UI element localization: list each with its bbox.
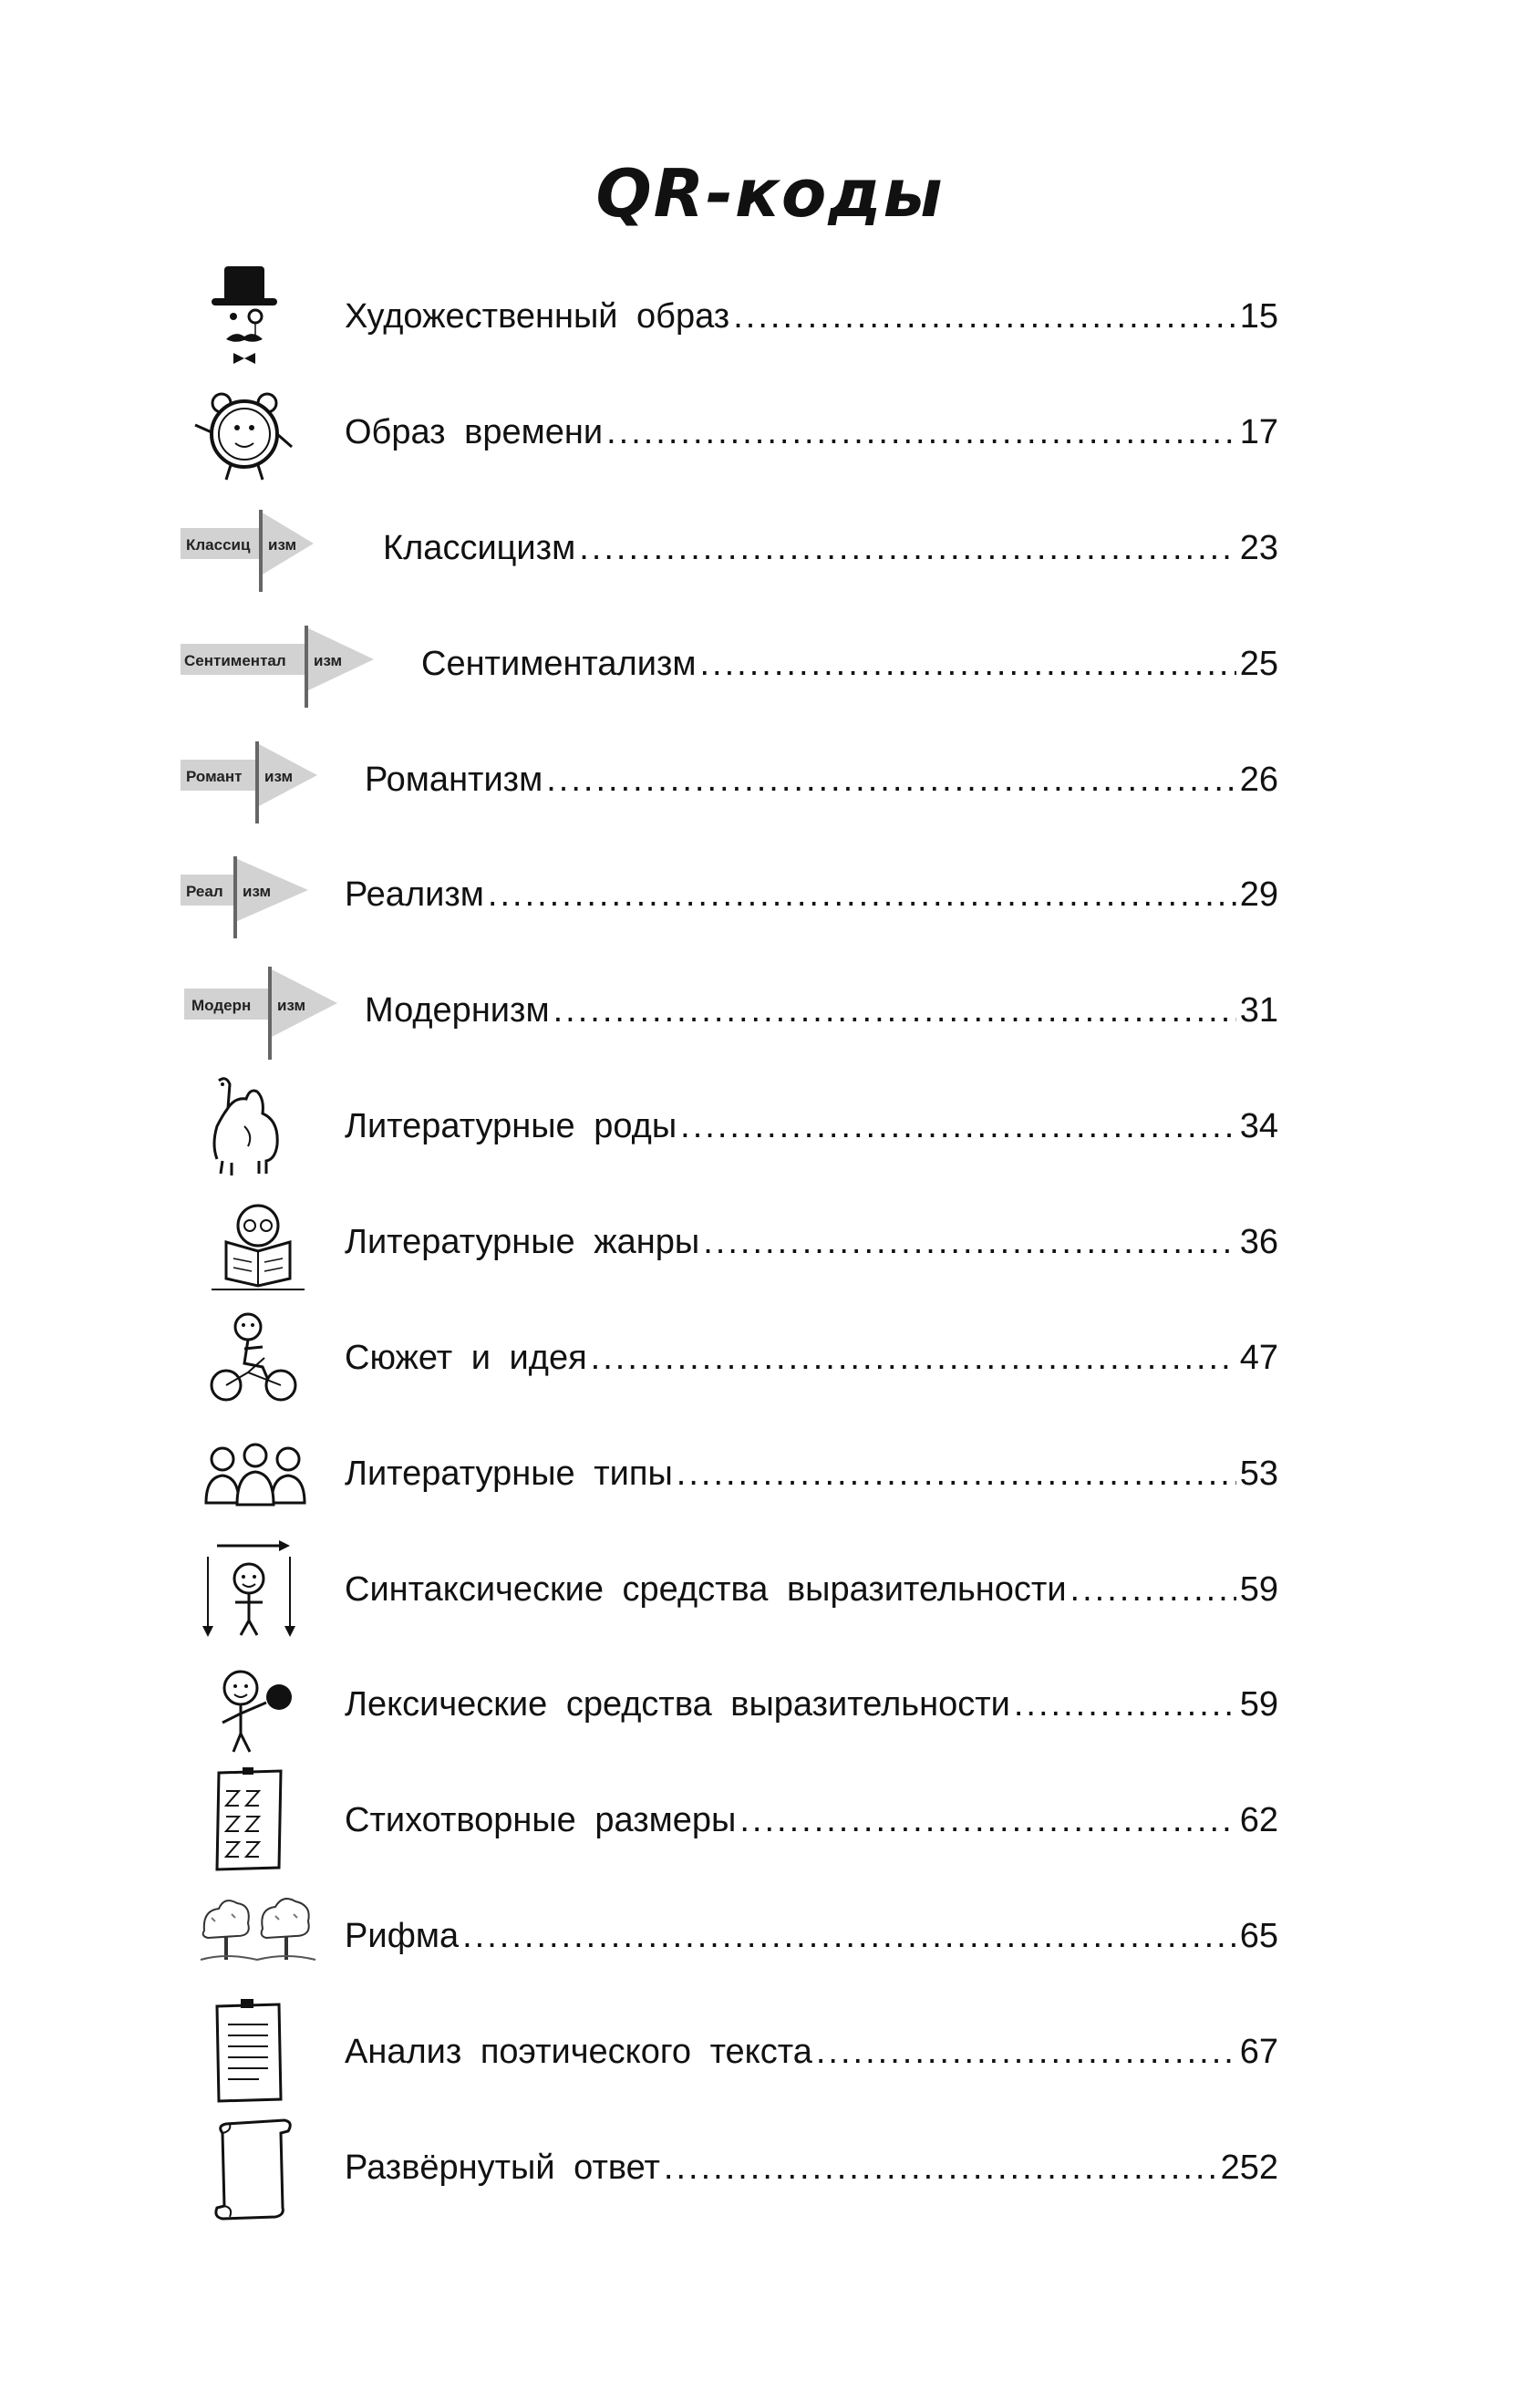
dot-leader (733, 297, 1236, 337)
flag-right-text: изм (268, 536, 297, 554)
dot-leader (664, 2149, 1217, 2188)
entry-label: Модернизм (365, 990, 550, 1030)
entry-label: Образ времени (345, 412, 604, 451)
toc-entry[interactable] (345, 1997, 1278, 2107)
dot-leader (488, 875, 1236, 915)
flag-icon (184, 961, 348, 1061)
toc-entry[interactable] (186, 725, 1278, 834)
group-of-people-icon (201, 1419, 310, 1528)
page-number: 26 (1239, 760, 1278, 799)
toc-entry[interactable] (345, 1535, 1278, 1644)
toc-entry[interactable] (191, 956, 1278, 1065)
dot-leader (1014, 1685, 1236, 1724)
alarm-clock-character-icon (190, 378, 299, 487)
flag-right-text: изм (277, 997, 306, 1014)
camel-icon (190, 1072, 299, 1181)
flag-left-text: Реал (186, 883, 223, 900)
toc-entry[interactable] (186, 840, 1278, 949)
page-number: 29 (1239, 875, 1278, 914)
dot-leader (591, 1339, 1236, 1378)
page-number: 15 (1239, 296, 1278, 336)
entry-label: Реализм (345, 875, 484, 914)
toc-entry[interactable] (345, 1072, 1278, 1181)
page-number: 47 (1239, 1338, 1278, 1377)
toc-entry[interactable] (345, 1187, 1278, 1297)
dot-leader (677, 1455, 1236, 1494)
flag-icon (181, 734, 336, 825)
toc-entry[interactable] (345, 378, 1278, 487)
flag-right-text: изм (314, 652, 343, 669)
flag-left-text: Сентиментал (184, 652, 286, 669)
page-title: QR-коды (595, 155, 945, 232)
boy-on-bicycle-icon (202, 1303, 303, 1413)
page-number: 25 (1239, 644, 1278, 683)
flag-right-text: изм (264, 768, 294, 785)
entry-label: Классицизм (383, 528, 576, 567)
dot-leader (553, 991, 1236, 1030)
toc-entry[interactable] (345, 262, 1278, 371)
flag-icon (181, 502, 345, 594)
figure-with-arrows-icon (199, 1535, 299, 1644)
entry-label: Лексические средства выразительности (345, 1684, 1010, 1724)
page-number: 62 (1239, 1800, 1278, 1839)
flag-icon (181, 618, 390, 709)
entry-label: Сентиментализм (421, 644, 697, 683)
toc-entry[interactable] (345, 1766, 1278, 1875)
toc-entry[interactable] (345, 1881, 1278, 1991)
boy-reading-book-icon (208, 1187, 308, 1297)
dot-leader (462, 1917, 1236, 1956)
flag-left-text: Модерн (191, 997, 252, 1014)
figure-with-ball-icon (201, 1650, 301, 1759)
toc-entry[interactable] (345, 1419, 1278, 1528)
toc-entry[interactable] (345, 2113, 1278, 2222)
two-trees-icon (199, 1881, 317, 1991)
toc-entry[interactable] (345, 1303, 1278, 1413)
entry-label: Художественный образ (345, 296, 730, 336)
dot-leader (703, 1223, 1235, 1262)
dot-leader (606, 413, 1236, 452)
entry-label: Стихотворные размеры (345, 1800, 737, 1839)
page-number: 65 (1239, 1916, 1278, 1955)
dot-leader (816, 2033, 1236, 2072)
dot-leader (739, 1801, 1235, 1840)
page-number: 53 (1239, 1454, 1278, 1493)
entry-label: Литературные типы (345, 1454, 673, 1493)
page-number: 252 (1220, 2148, 1278, 2187)
scroll-icon (208, 2113, 299, 2222)
dot-leader (680, 1107, 1236, 1146)
dot-leader (546, 761, 1235, 800)
dot-leader (579, 529, 1236, 568)
entry-label: Рифма (345, 1916, 460, 1955)
page-number: 67 (1239, 2032, 1278, 2071)
toc-entry[interactable] (184, 609, 1278, 719)
toc-entry[interactable] (186, 493, 1278, 603)
flag-icon (181, 849, 317, 940)
page-number: 36 (1239, 1222, 1278, 1261)
page-number: 17 (1239, 412, 1278, 451)
entry-label: Развёрнутый ответ (345, 2148, 660, 2187)
dot-leader (700, 645, 1236, 684)
page-number: 23 (1239, 528, 1278, 567)
pinned-note-icon (208, 1997, 290, 2107)
toc-entry[interactable] (345, 1650, 1278, 1759)
flag-right-text: изм (243, 883, 272, 900)
page-number: 59 (1239, 1684, 1278, 1724)
entry-label: Синтаксические средства выразительности (345, 1569, 1067, 1609)
flag-left-text: Классиц (186, 536, 251, 554)
entry-label: Романтизм (365, 760, 543, 799)
dot-leader (1070, 1570, 1236, 1610)
entry-label: Анализ поэтического текста (345, 2032, 812, 2071)
entry-label: Литературные роды (345, 1106, 677, 1145)
page-number: 34 (1239, 1106, 1278, 1145)
zigzag-note-icon (208, 1766, 290, 1875)
top-hat-monocle-mustache-icon (199, 262, 290, 371)
entry-label: Литературные жанры (345, 1222, 700, 1261)
page-number: 31 (1239, 990, 1278, 1030)
page-number: 59 (1239, 1569, 1278, 1609)
flag-left-text: Романт (186, 768, 243, 785)
entry-label: Сюжет и идея (345, 1338, 587, 1377)
